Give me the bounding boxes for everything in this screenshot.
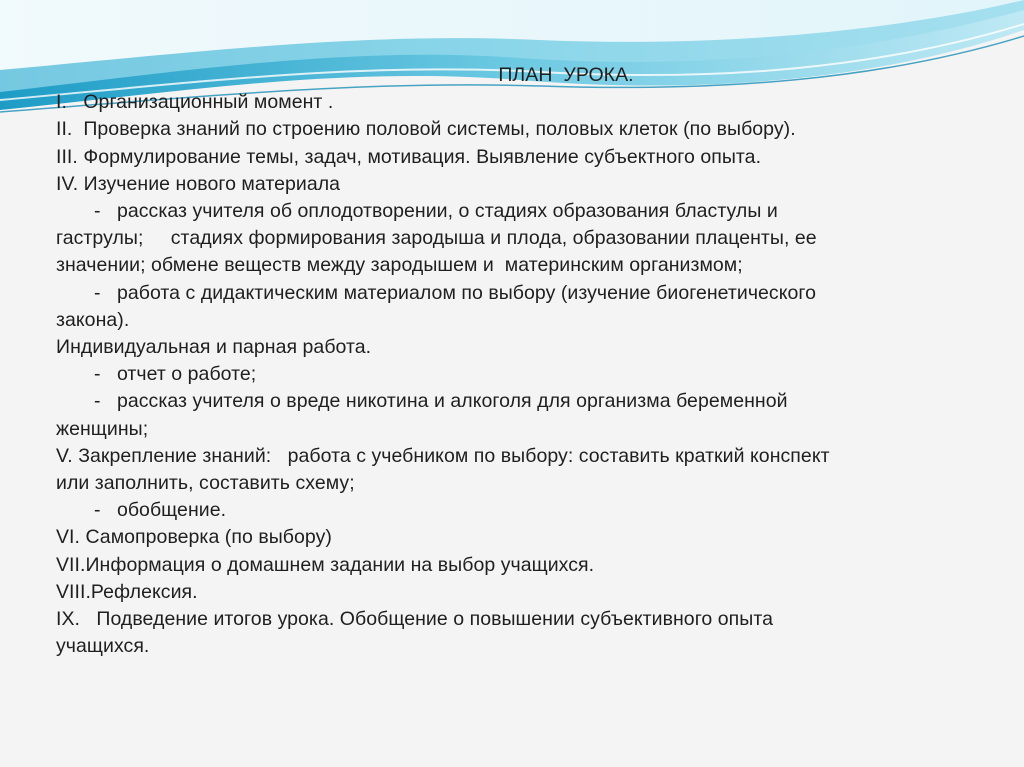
plan-line: VI. Самопроверка (по выбору) bbox=[56, 526, 332, 549]
plan-line: VII.Информация о домашнем задании на выбор учащихся. bbox=[56, 553, 595, 576]
plan-line: - обобщение. bbox=[94, 499, 227, 522]
plan-line: значении; обмене веществ между зародышем и материнским организмом; bbox=[56, 254, 743, 277]
plan-line: гаструлы; стадиях формирования зародыша и плода, образовании плаценты, ее bbox=[56, 227, 817, 250]
plan-line: - работа с дидактическим материалом по выбору (изучение биогенетического bbox=[94, 281, 817, 304]
plan-line: закона). bbox=[56, 308, 130, 331]
plan-line: II. Проверка знаний по строению половой системы, половых клеток (по выбору). bbox=[56, 118, 796, 141]
plan-line: IX. Подведение итогов урока. Обобщение о повышении субъективного опыта bbox=[56, 608, 774, 631]
page-title: ПЛАН УРОКА. bbox=[498, 64, 634, 86]
plan-line: учащихся. bbox=[56, 635, 150, 658]
plan-line: V. Закрепление знаний: работа с учебником по выбору: составить краткий конспект bbox=[56, 444, 830, 467]
plan-line: - рассказ учителя о вреде никотина и алкоголя для организма беременной bbox=[94, 390, 788, 413]
plan-line: - отчет о работе; bbox=[94, 363, 257, 386]
plan-line: - рассказ учителя об оплодотворении, о стадиях образования бластулы и bbox=[94, 200, 778, 223]
plan-line: или заполнить, составить схему; bbox=[56, 472, 355, 495]
plan-line: Индивидуальная и парная работа. bbox=[56, 336, 372, 359]
plan-line: женщины; bbox=[56, 417, 149, 440]
plan-line: III. Формулирование темы, задач, мотивация. Выявление субъектного опыта. bbox=[56, 145, 762, 168]
lesson-plan-text bbox=[56, 62, 976, 660]
plan-line: VIII.Рефлексия. bbox=[56, 580, 198, 603]
plan-line: I. Организационный момент . bbox=[56, 91, 334, 114]
plan-line: IV. Изучение нового материала bbox=[56, 172, 341, 195]
